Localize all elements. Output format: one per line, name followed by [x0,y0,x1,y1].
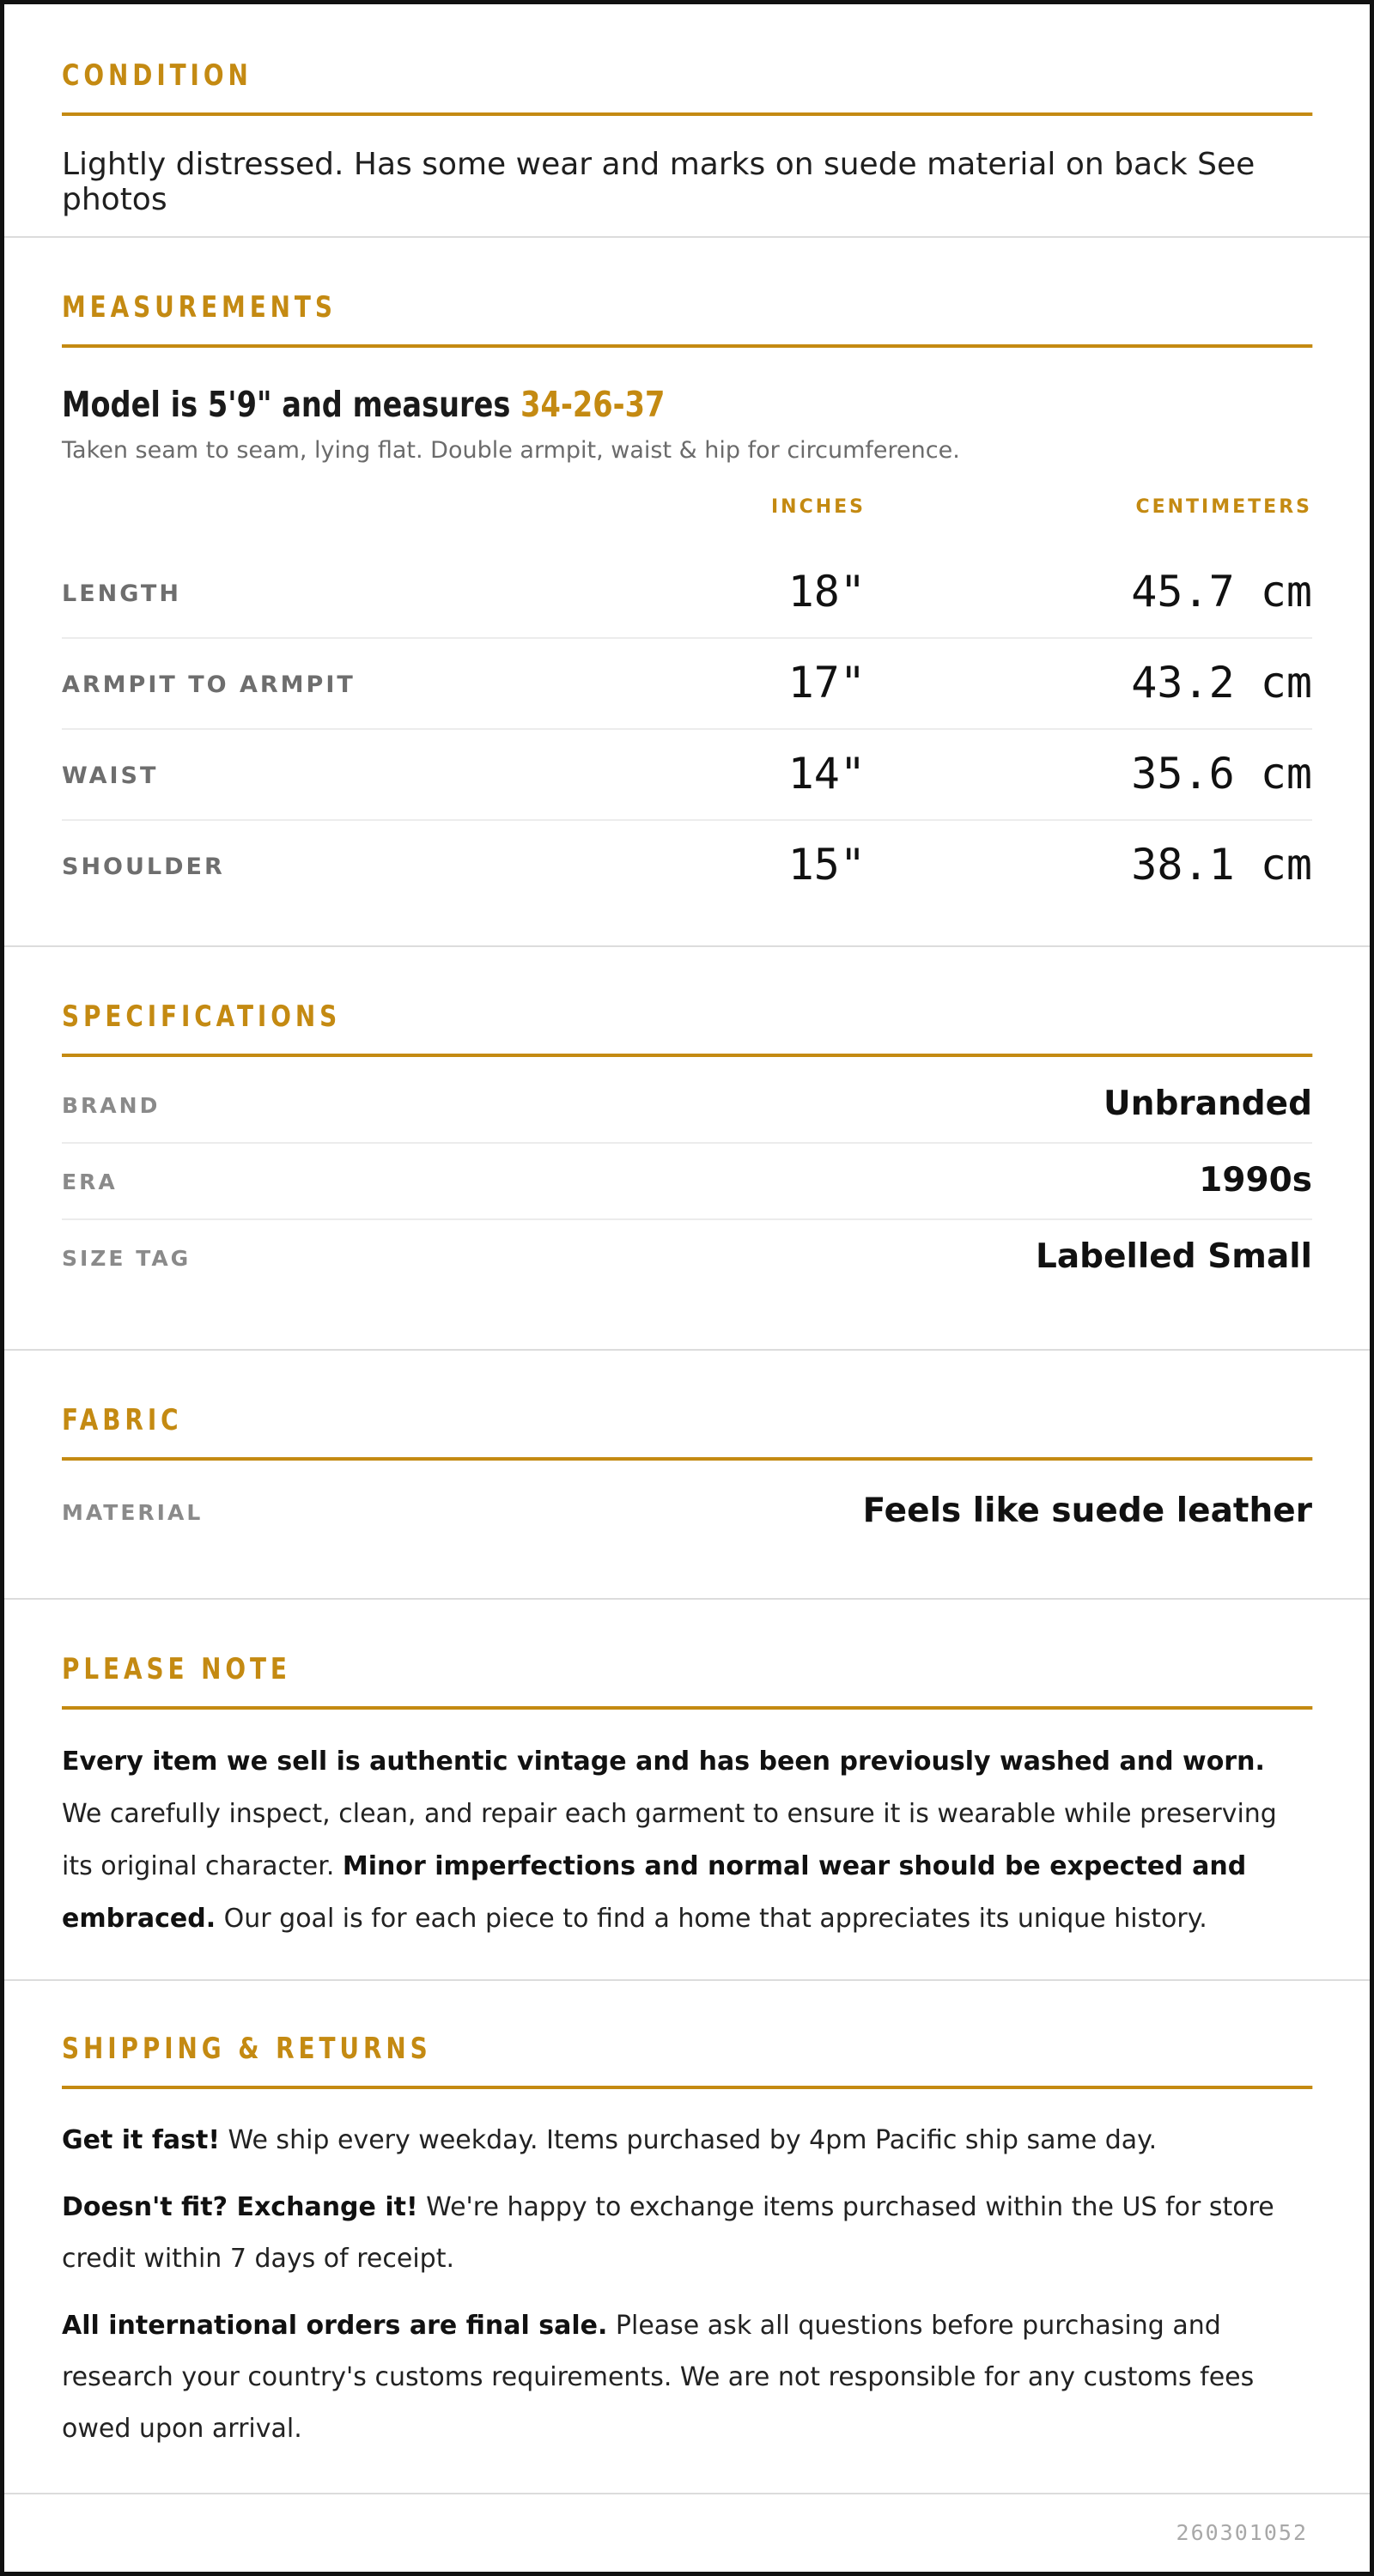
specifications-list [62,1067,1312,1297]
spec-row [62,1220,1312,1297]
spec-label: ERA [62,1170,118,1194]
shipping-item-bold: Get it fast! [62,2125,220,2155]
measurement-inches: 17" [787,658,866,708]
shipping-item-text: We're happy to exchange items purchased within the US for store credit within 7 days of receipt. [62,2192,1274,2274]
spec-row [62,1144,1312,1220]
shipping-item [62,2300,1312,2455]
condition-section [4,4,1370,238]
shipping-section [4,1981,1370,2494]
shipping-item [62,2115,1312,2166]
spec-label: SIZE TAG [62,1246,192,1271]
measurement-cm: 35.6 cm [1131,749,1312,799]
measurements-column-headers [62,496,1312,548]
spec-value: Feels like suede leather [862,1492,1312,1530]
measurements-section [4,238,1370,947]
measurements-heading: MEASUREMENTS [62,293,1313,348]
condition-text: Lightly distressed. Has some wear and marks on suede material on back See photos [62,147,1255,217]
spec-label: MATERIAL [62,1500,204,1525]
shipping-item-text: Please ask all questions before purchasing and research your country's customs requirements. We are not responsible for any customs fees owed upon arrival. [62,2311,1255,2444]
specifications-heading: SPECIFICATIONS [62,1002,1313,1057]
measurement-inches: 15" [787,840,866,890]
measurement-label: LENGTH [62,580,181,607]
please-note-text [62,1735,1312,1945]
note-bold-2: Minor imperfections and normal wear should be expected and embraced. [62,1851,1247,1934]
footer [9,2494,1365,2572]
please-note-section [4,1600,1370,1981]
note-text-2: Our goal is for each piece to find a home that appreciates its unique history. [216,1904,1207,1934]
measurement-cm: 38.1 cm [1131,840,1312,890]
model-measurements [62,384,1087,425]
item-code: 260301052 [1176,2520,1308,2545]
measurement-inches: 18" [787,567,866,617]
measurement-label: WAIST [62,762,159,789]
fabric-list [62,1474,1312,1551]
column-header-centimeters: CENTIMETERS [1135,496,1312,518]
spec-label: BRAND [62,1093,161,1118]
shipping-item-text: We ship every weekday. Items purchased by 4pm Pacific ship same day. [220,2125,1158,2155]
measurement-cm: 43.2 cm [1131,658,1312,708]
shipping-heading: SHIPPING & RETURNS [62,2034,1313,2089]
measurement-label: SHOULDER [62,854,225,880]
spec-row [62,1067,1312,1144]
model-text: Model is 5'9" and measures [62,384,521,425]
please-note-heading: PLEASE NOTE [62,1655,1313,1710]
shipping-list [62,2115,1312,2455]
shipping-item-bold: All international orders are final sale. [62,2311,608,2341]
table-row [62,730,1312,821]
model-accent-measurements: 34-26-37 [520,384,666,425]
measurements-subtitle: Taken seam to seam, lying flat. Double armpit, waist & hip for circumference. [62,437,960,464]
specifications-section [4,947,1370,1351]
shipping-item [62,2182,1312,2285]
condition-heading: CONDITION [62,61,1313,116]
fabric-heading: FABRIC [62,1406,1313,1461]
measurement-inches: 14" [787,749,866,799]
spec-value: 1990s [1199,1161,1312,1200]
measurements-table [62,548,1312,912]
table-row [62,821,1312,912]
table-row [62,548,1312,639]
column-header-inches: INCHES [770,496,866,518]
fabric-section [4,1351,1370,1600]
spec-value: Unbranded [1103,1084,1312,1123]
measurement-cm: 45.7 cm [1131,567,1312,617]
note-text-1: We carefully inspect, clean, and repair each garment to ensure it is wearable while preserving its original character. [62,1799,1277,1881]
table-row [62,639,1312,730]
shipping-item-bold: Doesn't fit? Exchange it! [62,2192,418,2222]
spec-value: Labelled Small [1036,1237,1312,1276]
spec-row [62,1474,1312,1551]
note-bold-1: Every item we sell is authentic vintage and has been previously washed and worn. [62,1747,1265,1777]
measurement-label: ARMPIT TO ARMPIT [62,671,356,698]
